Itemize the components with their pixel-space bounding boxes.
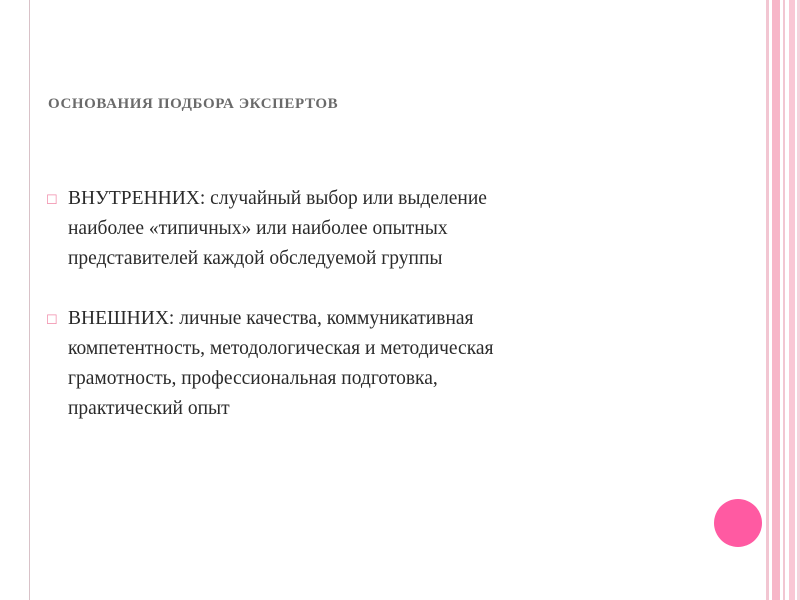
bullet-marker-icon: ☐ (46, 192, 58, 207)
bullet-line: практический опыт (68, 398, 230, 419)
decorative-stripe (789, 0, 795, 600)
bullet-text (68, 304, 494, 424)
bullet-line: ВНЕШНИХ: личные качества, коммуникативная (68, 308, 474, 329)
bullet-line: компетентность, методологическая и методическая (68, 338, 494, 359)
bullet-item (46, 304, 686, 424)
bullet-list (46, 184, 686, 454)
bullet-line: ВНУТРЕННИХ: случайный выбор или выделение (68, 188, 487, 209)
decorative-circle (714, 499, 762, 547)
decorative-stripe (772, 0, 780, 600)
left-border-line (29, 0, 30, 600)
bullet-line: представителей каждой обследуемой группы (68, 248, 443, 269)
bullet-text (68, 184, 487, 274)
slide-title: ОСНОВАНИЯ ПОДБОРА ЭКСПЕРТОВ (48, 96, 339, 112)
bullet-item (46, 184, 686, 274)
decorative-stripe (783, 0, 785, 600)
bullet-line: грамотность, профессиональная подготовка, (68, 368, 438, 389)
decorative-stripe (766, 0, 769, 600)
bullet-marker-icon: ☐ (46, 312, 58, 327)
bullet-line: наиболее «типичных» или наиболее опытных (68, 218, 448, 239)
